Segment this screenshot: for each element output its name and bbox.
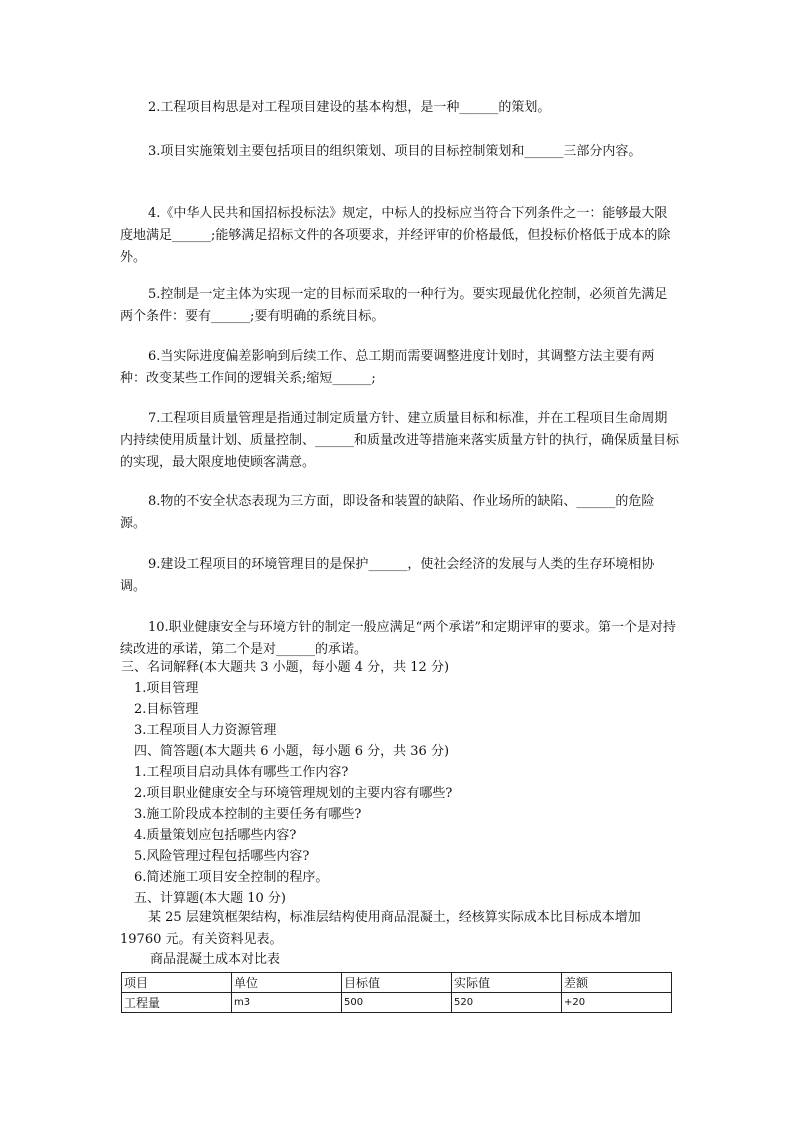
fill-question-9: 9.建设工程项目的环境管理目的是保护______，使社会经济的发展与人类的生存环境相协调。 xyxy=(120,557,655,594)
fill-question-10: 10.职业健康安全与环境方针的制定一般应满足“两个承诺”和定期评审的要求。第一个是对持续改进的承诺，第二个是对______的承诺。 xyxy=(120,620,676,657)
table-caption: 商品混凝土成本对比表 xyxy=(150,952,281,967)
table-cell: 520 xyxy=(452,993,562,1013)
section4-heading: 四、简答题(本大题共 6 小题，每小题 6 分，共 36 分) xyxy=(134,744,450,759)
short-answer-item: 6.简述施工项目安全控制的程序。 xyxy=(134,870,329,885)
section3-heading: 三、名词解释(本大题共 3 小题，每小题 4 分，共 12 分) xyxy=(121,660,450,675)
term-item: 1.项目管理 xyxy=(134,681,199,696)
short-answer-item: 5.风险管理过程包括哪些内容? xyxy=(134,849,310,864)
table-cell: +20 xyxy=(562,993,672,1013)
table-cell: m3 xyxy=(232,993,342,1013)
short-answer-item: 2.项目职业健康安全与环境管理规划的主要内容有哪些? xyxy=(134,786,453,801)
short-answer-item: 3.施工阶段成本控制的主要任务有哪些? xyxy=(134,807,362,822)
concrete-cost-table xyxy=(121,972,672,1013)
table-row xyxy=(122,993,672,1013)
term-item: 3.工程项目人力资源管理 xyxy=(134,723,277,738)
section5-heading: 五、计算题(本大题 10 分) xyxy=(134,891,286,906)
short-answer-item: 1.工程项目启动具体有哪些工作内容? xyxy=(134,765,349,780)
table-cell: 500 xyxy=(342,993,452,1013)
fill-question-6: 6.当实际进度偏差影响到后续工作、总工期而需要调整进度计划时，其调整方法主要有两种：改变某些工作间的逻辑关系;缩短______; xyxy=(120,349,655,386)
term-item: 2.目标管理 xyxy=(134,702,199,717)
table-header-cell: 项目 xyxy=(122,973,232,993)
calculation-problem: 某 25 层建筑框架结构，标准层结构使用商品混凝土，经核算实际成本比目标成本增加 19760 元。有关资料见表。 xyxy=(120,910,641,947)
fill-question-7: 7.工程项目质量管理是指通过制定质量方针、建立质量目标和标准，并在工程项目生命周期内持续使用质量计划、质量控制、______和质量改进等措施来落实质量方针的执行，确保质量目标的实现，最大限度地使顾客满意。 xyxy=(120,411,680,470)
table-header-cell: 实际值 xyxy=(452,973,562,993)
short-answer-item: 4.质量策划应包括哪些内容? xyxy=(134,828,297,843)
fill-question-4: 4.《中华人民共和国招标投标法》规定，中标人的投标应当符合下列条件之一：能够最大限度地满足______;能够满足招标文件的各项要求，并经评审的价格最低，但投标价格低于成本的除外。 xyxy=(120,206,671,265)
fill-question-8: 8.物的不安全状态表现为三方面，即设备和装置的缺陷、作业场所的缺陷、______的危险源。 xyxy=(120,494,655,531)
table-header-cell: 单位 xyxy=(232,973,342,993)
fill-question-5: 5.控制是一定主体为实现一定的目标而采取的一种行为。要实现最优化控制，必须首先满足两个条件：要有______;要有明确的系统目标。 xyxy=(120,287,668,324)
table-header-row xyxy=(122,973,672,993)
table-header-cell: 差额 xyxy=(562,973,672,993)
table-header-cell: 目标值 xyxy=(342,973,452,993)
fill-question-3: 3.项目实施策划主要包括项目的组织策划、项目的目标控制策划和______三部分内容。 xyxy=(148,144,642,159)
fill-question-2: 2.工程项目构思是对工程项目建设的基本构想，是一种______的策划。 xyxy=(148,100,551,115)
table-cell: 工程量 xyxy=(122,993,232,1013)
